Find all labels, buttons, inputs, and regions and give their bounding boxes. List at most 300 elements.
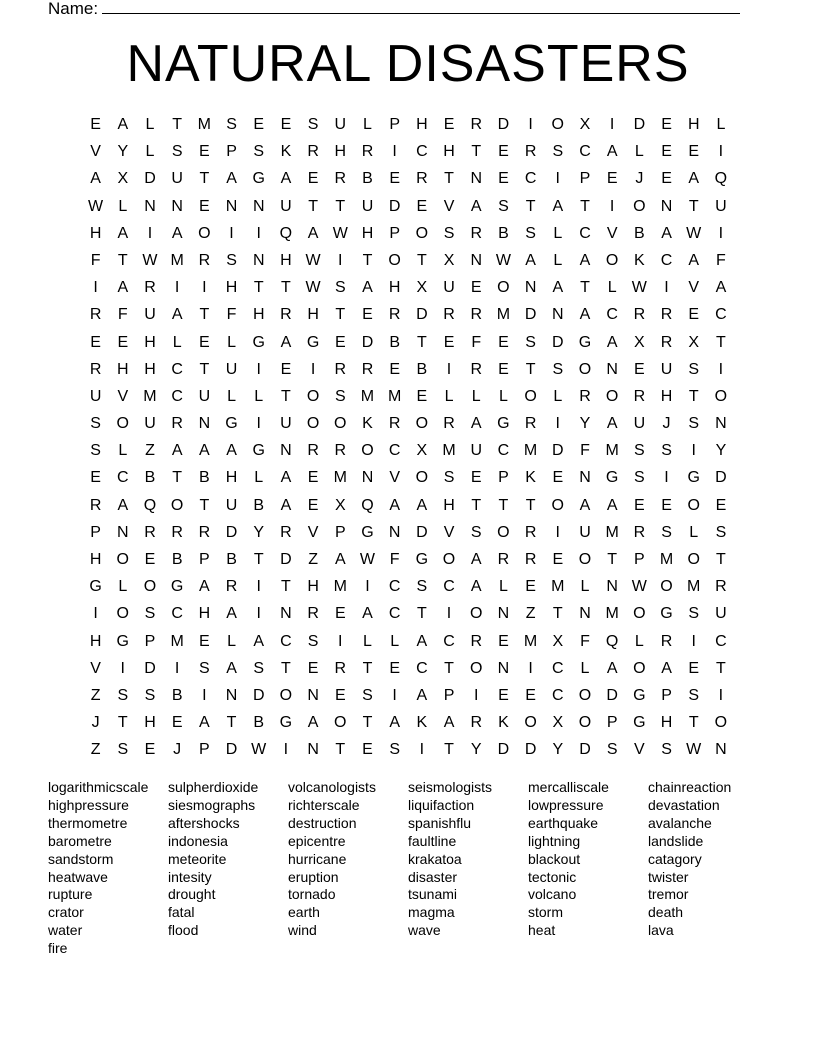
grid-letter[interactable]: R: [361, 360, 374, 378]
grid-letter[interactable]: O: [687, 551, 700, 568]
grid-letter[interactable]: B: [253, 714, 265, 732]
grid-letter[interactable]: T: [199, 306, 210, 324]
grid-letter[interactable]: E: [606, 170, 618, 188]
grid-letter[interactable]: D: [144, 659, 156, 677]
grid-letter[interactable]: C: [715, 306, 727, 324]
grid-letter[interactable]: X: [334, 496, 346, 514]
grid-letter[interactable]: R: [144, 279, 156, 297]
grid-letter[interactable]: R: [225, 578, 238, 596]
grid-letter[interactable]: U: [361, 197, 374, 215]
grid-letter[interactable]: T: [335, 197, 346, 215]
grid-letter[interactable]: I: [256, 224, 261, 242]
grid-letter[interactable]: F: [716, 251, 726, 269]
grid-letter[interactable]: F: [580, 442, 590, 460]
grid-letter[interactable]: E: [688, 306, 700, 324]
grid-letter[interactable]: G: [497, 415, 510, 433]
grid-letter[interactable]: A: [117, 496, 129, 514]
grid-letter[interactable]: N: [198, 415, 211, 433]
grid-letter[interactable]: O: [687, 496, 700, 514]
grid-letter[interactable]: G: [170, 578, 184, 596]
grid-letter[interactable]: A: [171, 306, 183, 324]
grid-letter[interactable]: C: [171, 360, 183, 378]
grid-letter[interactable]: Z: [525, 605, 536, 623]
grid-letter[interactable]: H: [144, 360, 156, 378]
grid-letter[interactable]: I: [609, 116, 615, 133]
grid-letter[interactable]: Y: [253, 523, 265, 541]
grid-letter[interactable]: X: [443, 251, 455, 269]
grid-letter[interactable]: E: [199, 143, 210, 161]
grid-letter[interactable]: X: [552, 714, 564, 732]
grid-letter[interactable]: A: [389, 714, 400, 732]
grid-letter[interactable]: A: [525, 251, 536, 269]
grid-letter[interactable]: S: [688, 360, 700, 378]
grid-letter[interactable]: Z: [308, 551, 318, 568]
grid-letter[interactable]: C: [388, 442, 401, 460]
grid-letter[interactable]: W: [631, 279, 647, 297]
grid-letter[interactable]: U: [579, 523, 591, 541]
grid-letter[interactable]: L: [580, 659, 590, 677]
grid-letter[interactable]: R: [307, 605, 319, 623]
grid-letter[interactable]: R: [443, 415, 455, 433]
grid-letter[interactable]: E: [362, 741, 373, 759]
grid-letter[interactable]: R: [470, 632, 482, 650]
grid-letter[interactable]: K: [280, 143, 292, 161]
grid-letter[interactable]: T: [688, 387, 699, 405]
grid-letter[interactable]: A: [171, 224, 183, 242]
grid-letter[interactable]: A: [226, 659, 237, 677]
grid-letter[interactable]: E: [443, 333, 455, 351]
grid-letter[interactable]: A: [280, 469, 292, 487]
grid-letter[interactable]: R: [334, 442, 347, 460]
grid-letter[interactable]: F: [580, 632, 590, 650]
grid-letter[interactable]: S: [552, 360, 564, 378]
grid-letter[interactable]: T: [335, 306, 346, 324]
grid-letter[interactable]: M: [605, 523, 619, 541]
grid-letter[interactable]: Z: [145, 442, 155, 460]
grid-letter[interactable]: H: [198, 605, 211, 623]
grid-letter[interactable]: C: [416, 143, 428, 161]
grid-letter[interactable]: I: [256, 360, 261, 378]
grid-letter[interactable]: N: [361, 469, 374, 487]
grid-letter[interactable]: E: [280, 360, 292, 378]
grid-letter[interactable]: K: [634, 251, 645, 269]
grid-letter[interactable]: Y: [552, 741, 564, 759]
grid-letter[interactable]: P: [389, 224, 400, 242]
grid-letter[interactable]: H: [361, 224, 374, 242]
grid-letter[interactable]: Q: [605, 632, 619, 650]
grid-letter[interactable]: C: [497, 442, 510, 460]
grid-letter[interactable]: K: [525, 469, 536, 487]
grid-letter[interactable]: D: [416, 306, 428, 324]
grid-letter[interactable]: C: [171, 605, 183, 623]
grid-letter[interactable]: W: [686, 224, 702, 242]
grid-letter[interactable]: F: [226, 306, 237, 324]
grid-letter[interactable]: G: [633, 686, 646, 704]
grid-letter[interactable]: E: [525, 578, 536, 596]
grid-letter[interactable]: O: [198, 224, 211, 242]
grid-letter[interactable]: T: [444, 741, 454, 759]
grid-letter[interactable]: Y: [715, 442, 727, 460]
grid-letter[interactable]: S: [171, 143, 183, 161]
grid-letter[interactable]: I: [691, 632, 696, 650]
grid-letter[interactable]: C: [388, 605, 401, 623]
grid-letter[interactable]: E: [443, 116, 455, 133]
grid-letter[interactable]: T: [199, 170, 210, 188]
grid-letter[interactable]: S: [117, 741, 129, 759]
grid-letter[interactable]: S: [688, 415, 700, 433]
grid-letter[interactable]: A: [661, 224, 672, 242]
grid-letter[interactable]: O: [605, 251, 619, 269]
grid-letter[interactable]: U: [225, 496, 238, 514]
grid-letter[interactable]: E: [498, 360, 509, 378]
grid-letter[interactable]: L: [363, 116, 372, 133]
grid-letter[interactable]: G: [361, 523, 374, 541]
grid-letter[interactable]: T: [199, 360, 210, 378]
grid-letter[interactable]: V: [606, 224, 618, 242]
grid-letter[interactable]: P: [634, 551, 645, 568]
grid-letter[interactable]: V: [443, 197, 455, 215]
grid-letter[interactable]: I: [528, 116, 533, 133]
grid-letter[interactable]: I: [446, 605, 452, 623]
grid-letter[interactable]: G: [116, 632, 129, 650]
grid-letter[interactable]: E: [498, 686, 509, 704]
grid-letter[interactable]: R: [715, 578, 727, 596]
grid-letter[interactable]: T: [172, 469, 183, 487]
grid-letter[interactable]: H: [660, 387, 673, 405]
grid-letter[interactable]: N: [660, 197, 673, 215]
grid-letter[interactable]: R: [470, 360, 482, 378]
grid-letter[interactable]: S: [307, 632, 319, 650]
grid-letter[interactable]: O: [116, 415, 129, 433]
grid-letter[interactable]: N: [388, 523, 401, 541]
grid-letter[interactable]: H: [660, 714, 673, 732]
grid-letter[interactable]: M: [387, 387, 402, 405]
grid-letter[interactable]: E: [280, 116, 292, 133]
grid-letter[interactable]: L: [553, 224, 563, 242]
grid-letter[interactable]: L: [227, 333, 236, 351]
grid-letter[interactable]: I: [256, 605, 261, 623]
grid-letter[interactable]: G: [252, 333, 265, 351]
grid-letter[interactable]: A: [661, 659, 672, 677]
grid-letter[interactable]: W: [686, 741, 702, 759]
grid-letter[interactable]: D: [361, 333, 374, 351]
grid-letter[interactable]: S: [525, 224, 536, 242]
grid-letter[interactable]: U: [443, 279, 455, 297]
grid-letter[interactable]: N: [579, 605, 591, 623]
grid-letter[interactable]: C: [117, 469, 129, 487]
grid-letter[interactable]: H: [89, 224, 102, 242]
grid-letter[interactable]: O: [116, 605, 129, 623]
grid-letter[interactable]: E: [416, 387, 428, 405]
grid-letter[interactable]: O: [633, 605, 646, 623]
grid-letter[interactable]: E: [307, 496, 319, 514]
grid-letter[interactable]: T: [281, 578, 291, 596]
grid-letter[interactable]: N: [252, 251, 265, 269]
grid-letter[interactable]: R: [660, 306, 673, 324]
grid-letter[interactable]: E: [552, 469, 564, 487]
grid-letter[interactable]: S: [334, 279, 346, 297]
grid-letter[interactable]: P: [199, 741, 210, 759]
grid-letter[interactable]: M: [687, 578, 701, 596]
grid-letter[interactable]: T: [716, 333, 726, 351]
grid-letter[interactable]: R: [307, 143, 319, 161]
grid-letter[interactable]: T: [444, 170, 454, 188]
grid-letter[interactable]: I: [338, 251, 343, 269]
grid-letter[interactable]: C: [443, 578, 455, 596]
grid-letter[interactable]: D: [252, 686, 265, 704]
grid-letter[interactable]: M: [605, 442, 619, 460]
grid-letter[interactable]: S: [226, 251, 237, 269]
grid-letter[interactable]: E: [307, 170, 319, 188]
grid-letter[interactable]: L: [118, 578, 128, 596]
grid-letter[interactable]: T: [335, 741, 346, 759]
grid-letter[interactable]: N: [470, 251, 482, 269]
grid-letter[interactable]: W: [359, 551, 376, 568]
grid-letter[interactable]: X: [688, 333, 700, 351]
grid-letter[interactable]: I: [609, 197, 615, 215]
grid-letter[interactable]: P: [334, 523, 346, 541]
grid-letter[interactable]: H: [687, 116, 700, 133]
grid-letter[interactable]: L: [145, 116, 155, 133]
grid-letter[interactable]: F: [389, 551, 400, 568]
grid-letter[interactable]: U: [171, 170, 183, 188]
grid-letter[interactable]: T: [716, 551, 726, 568]
grid-letter[interactable]: E: [334, 605, 346, 623]
grid-letter[interactable]: O: [497, 523, 510, 541]
grid-letter[interactable]: N: [497, 605, 510, 623]
grid-letter[interactable]: N: [252, 197, 265, 215]
grid-letter[interactable]: R: [388, 415, 401, 433]
grid-letter[interactable]: O: [469, 605, 483, 623]
grid-letter[interactable]: U: [225, 360, 238, 378]
grid-letter[interactable]: O: [578, 360, 592, 378]
grid-letter[interactable]: A: [688, 170, 700, 188]
grid-letter[interactable]: G: [252, 170, 265, 188]
grid-letter[interactable]: U: [280, 415, 292, 433]
grid-letter[interactable]: P: [90, 523, 101, 541]
grid-letter[interactable]: L: [118, 197, 128, 215]
grid-letter[interactable]: D: [633, 116, 646, 133]
grid-letter[interactable]: R: [470, 306, 482, 324]
grid-letter[interactable]: A: [226, 442, 237, 460]
grid-letter[interactable]: N: [144, 197, 156, 215]
grid-letter[interactable]: E: [498, 170, 509, 188]
grid-letter[interactable]: A: [443, 714, 455, 732]
grid-letter[interactable]: A: [280, 170, 292, 188]
grid-letter[interactable]: V: [117, 387, 129, 405]
grid-letter[interactable]: U: [198, 387, 211, 405]
grid-letter[interactable]: T: [525, 197, 536, 215]
grid-letter[interactable]: C: [416, 659, 428, 677]
grid-letter[interactable]: I: [473, 686, 479, 704]
grid-letter[interactable]: R: [171, 415, 183, 433]
grid-letter[interactable]: E: [199, 632, 210, 650]
grid-letter[interactable]: E: [470, 279, 482, 297]
grid-letter[interactable]: O: [388, 251, 401, 269]
grid-letter[interactable]: I: [202, 686, 207, 704]
grid-letter[interactable]: O: [524, 714, 537, 732]
grid-letter[interactable]: L: [254, 387, 264, 405]
grid-letter[interactable]: G: [415, 551, 429, 568]
grid-letter[interactable]: M: [659, 551, 674, 568]
grid-letter[interactable]: R: [198, 523, 211, 541]
grid-letter[interactable]: R: [443, 306, 455, 324]
grid-letter[interactable]: R: [89, 360, 102, 378]
grid-letter[interactable]: O: [415, 224, 429, 242]
grid-letter[interactable]: S: [144, 686, 156, 704]
grid-letter[interactable]: E: [334, 686, 346, 704]
grid-letter[interactable]: A: [416, 632, 428, 650]
grid-letter[interactable]: S: [688, 686, 700, 704]
grid-letter[interactable]: E: [661, 143, 672, 161]
grid-letter[interactable]: O: [578, 551, 592, 568]
grid-letter[interactable]: S: [661, 741, 672, 759]
grid-letter[interactable]: L: [553, 251, 563, 269]
grid-letter[interactable]: T: [552, 605, 563, 623]
grid-letter[interactable]: R: [334, 170, 347, 188]
grid-letter[interactable]: J: [91, 714, 100, 732]
grid-letter[interactable]: L: [390, 632, 400, 650]
grid-letter[interactable]: O: [524, 387, 537, 405]
grid-letter[interactable]: A: [362, 605, 373, 623]
grid-letter[interactable]: I: [229, 224, 234, 242]
grid-letter[interactable]: T: [281, 279, 291, 297]
grid-letter[interactable]: O: [415, 469, 429, 487]
grid-letter[interactable]: Y: [579, 415, 591, 433]
grid-letter[interactable]: N: [307, 741, 319, 759]
grid-letter[interactable]: P: [661, 686, 672, 704]
grid-letter[interactable]: U: [633, 415, 646, 433]
grid-letter[interactable]: C: [443, 632, 455, 650]
grid-letter[interactable]: M: [605, 605, 619, 623]
grid-letter[interactable]: O: [306, 415, 320, 433]
grid-letter[interactable]: A: [90, 170, 101, 188]
grid-letter[interactable]: A: [579, 496, 591, 514]
grid-letter[interactable]: R: [579, 387, 591, 405]
grid-letter[interactable]: G: [279, 714, 293, 732]
grid-letter[interactable]: I: [555, 170, 560, 188]
grid-letter[interactable]: L: [689, 523, 699, 541]
grid-letter[interactable]: T: [471, 496, 482, 514]
grid-letter[interactable]: H: [144, 714, 156, 732]
grid-letter[interactable]: A: [606, 143, 618, 161]
grid-letter[interactable]: E: [416, 197, 428, 215]
grid-letter[interactable]: N: [497, 659, 510, 677]
grid-letter[interactable]: H: [225, 279, 238, 297]
grid-letter[interactable]: O: [578, 686, 592, 704]
grid-letter[interactable]: A: [606, 659, 618, 677]
grid-letter[interactable]: G: [633, 714, 646, 732]
grid-letter[interactable]: E: [117, 333, 129, 351]
grid-letter[interactable]: A: [470, 578, 482, 596]
grid-letter[interactable]: R: [633, 523, 646, 541]
grid-letter[interactable]: H: [388, 279, 401, 297]
grid-letter[interactable]: V: [90, 143, 101, 161]
grid-letter[interactable]: S: [90, 442, 101, 460]
grid-letter[interactable]: G: [687, 469, 700, 487]
grid-letter[interactable]: R: [334, 659, 347, 677]
grid-letter[interactable]: E: [90, 333, 101, 351]
grid-letter[interactable]: Q: [279, 224, 293, 242]
grid-letter[interactable]: O: [143, 578, 157, 596]
grid-letter[interactable]: S: [470, 523, 482, 541]
grid-letter[interactable]: A: [552, 279, 564, 297]
grid-letter[interactable]: T: [525, 496, 536, 514]
grid-letter[interactable]: O: [497, 279, 510, 297]
grid-letter[interactable]: A: [606, 496, 618, 514]
grid-letter[interactable]: C: [524, 170, 537, 188]
grid-letter[interactable]: T: [498, 496, 509, 514]
grid-letter[interactable]: P: [579, 170, 591, 188]
grid-letter[interactable]: S: [253, 659, 265, 677]
grid-letter[interactable]: S: [552, 143, 564, 161]
grid-letter[interactable]: L: [254, 469, 264, 487]
grid-letter[interactable]: P: [606, 714, 618, 732]
grid-letter[interactable]: A: [199, 442, 210, 460]
grid-letter[interactable]: R: [388, 306, 401, 324]
grid-letter[interactable]: A: [253, 632, 265, 650]
grid-letter[interactable]: O: [442, 551, 456, 568]
grid-letter[interactable]: I: [120, 659, 125, 677]
grid-letter[interactable]: I: [392, 686, 397, 704]
grid-letter[interactable]: S: [443, 469, 455, 487]
grid-letter[interactable]: R: [334, 360, 347, 378]
grid-letter[interactable]: A: [280, 333, 292, 351]
grid-letter[interactable]: O: [551, 496, 564, 514]
grid-letter[interactable]: H: [307, 578, 319, 596]
grid-letter[interactable]: E: [498, 333, 509, 351]
grid-letter[interactable]: N: [715, 415, 727, 433]
grid-letter[interactable]: B: [171, 686, 183, 704]
grid-letter[interactable]: E: [171, 714, 183, 732]
grid-letter[interactable]: C: [606, 306, 618, 324]
grid-letter[interactable]: A: [579, 251, 591, 269]
grid-letter[interactable]: B: [362, 170, 373, 188]
grid-letter[interactable]: I: [392, 143, 397, 161]
grid-letter[interactable]: N: [606, 578, 618, 596]
grid-letter[interactable]: U: [715, 197, 727, 215]
grid-letter[interactable]: E: [334, 333, 346, 351]
grid-letter[interactable]: L: [444, 387, 454, 405]
grid-letter[interactable]: I: [365, 578, 370, 596]
grid-letter[interactable]: V: [389, 469, 400, 487]
grid-letter[interactable]: H: [443, 496, 455, 514]
grid-letter[interactable]: S: [307, 116, 319, 133]
grid-letter[interactable]: T: [525, 360, 536, 378]
grid-letter[interactable]: X: [416, 442, 428, 460]
grid-letter[interactable]: Q: [361, 496, 374, 514]
grid-letter[interactable]: A: [470, 197, 482, 215]
grid-letter[interactable]: U: [660, 360, 673, 378]
grid-letter[interactable]: U: [470, 442, 482, 460]
grid-letter[interactable]: B: [226, 551, 237, 568]
grid-letter[interactable]: B: [144, 469, 156, 487]
grid-letter[interactable]: P: [144, 632, 156, 650]
grid-letter[interactable]: H: [117, 360, 129, 378]
grid-letter[interactable]: R: [416, 170, 428, 188]
grid-letter[interactable]: X: [117, 170, 129, 188]
grid-letter[interactable]: R: [497, 551, 510, 568]
grid-letter[interactable]: V: [90, 659, 101, 677]
grid-letter[interactable]: C: [660, 251, 673, 269]
grid-letter[interactable]: T: [281, 387, 291, 405]
grid-letter[interactable]: W: [631, 578, 647, 596]
grid-letter[interactable]: R: [633, 306, 646, 324]
grid-letter[interactable]: O: [714, 387, 728, 405]
grid-letter[interactable]: S: [199, 659, 210, 677]
grid-letter[interactable]: L: [363, 632, 372, 650]
grid-letter[interactable]: H: [252, 306, 265, 324]
